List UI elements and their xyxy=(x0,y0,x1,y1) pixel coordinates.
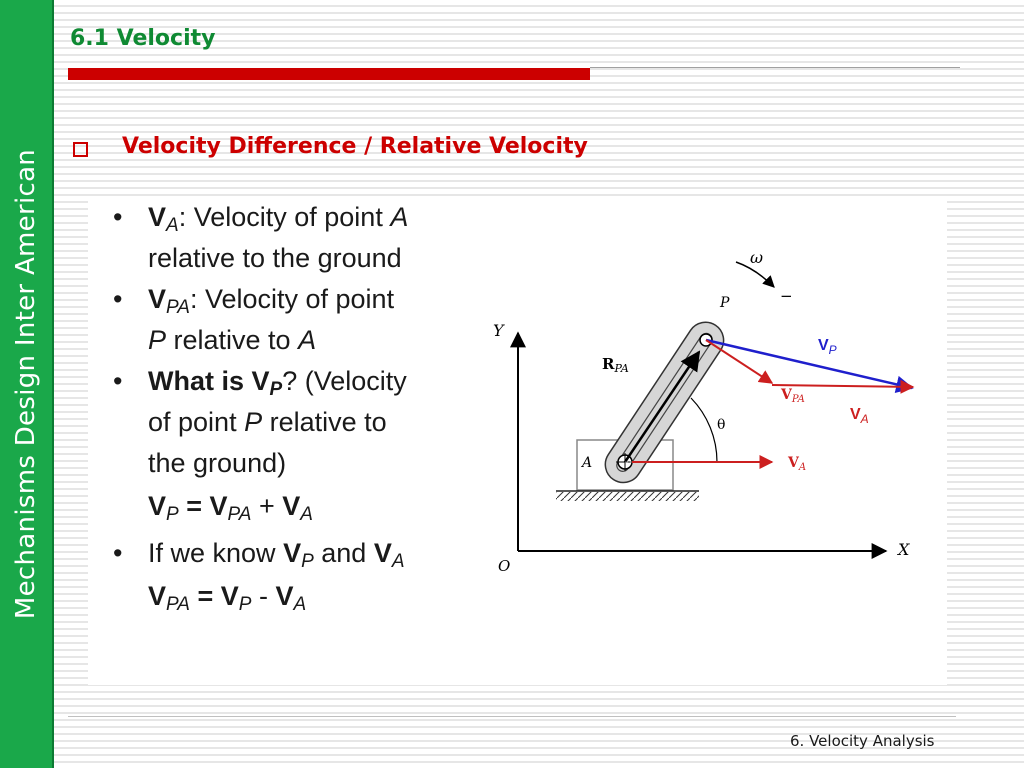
bullet-dot-icon: • xyxy=(113,366,123,396)
va-label-translated: $V_A$ xyxy=(850,406,869,426)
square-bullet-icon xyxy=(73,142,88,157)
bullet-vpa: • $V_{PA}$: Velocity of point P relative to A xyxy=(88,279,488,361)
sidebar-title: Mechanisms Design Inter American xyxy=(11,148,41,620)
section-heading: Velocity Difference / Relative Velocity xyxy=(122,134,588,159)
equation-vpa: $V_{PA} = V_P - V_A$ xyxy=(148,581,307,615)
footer-text: 6. Velocity Analysis xyxy=(790,732,935,750)
bullet-dot-icon: • xyxy=(113,202,123,232)
r-pa-vector xyxy=(625,352,699,462)
theta-arc xyxy=(691,398,717,462)
vp-vector xyxy=(706,340,912,388)
bullet-va: • $V_A$: Velocity of point A relative to the ground xyxy=(88,197,488,279)
omega-label: ω xyxy=(750,248,764,267)
slide-title: 6.1 Velocity xyxy=(70,26,216,51)
bullet-what-is-vp: • What is $V_P$? (Velocity of point P relative to the ground) xyxy=(88,361,488,484)
point-p-label: P xyxy=(720,295,730,311)
origin-label: O xyxy=(498,557,511,575)
theta-label: θ xyxy=(717,417,726,433)
bullet-dot-icon: • xyxy=(113,284,123,314)
velocity-diagram xyxy=(88,197,947,685)
sidebar xyxy=(0,0,54,768)
equation-vp: $V_P = V_{PA} + V_A$ xyxy=(148,491,313,525)
vpa-label: $V_{PA}$ xyxy=(781,387,805,405)
title-underline-bar xyxy=(68,68,590,80)
bullet-if-we-know: • If we know $V_P$ and $V_A$ xyxy=(88,533,488,574)
omega-sign: − xyxy=(780,287,793,305)
vp-label: $V_P$ xyxy=(818,337,837,357)
footer-rule xyxy=(68,716,956,717)
x-axis-label: X xyxy=(898,540,910,559)
ground-hatching xyxy=(556,492,699,501)
va-label: $V_A$ xyxy=(788,455,807,473)
content-image-panel xyxy=(88,197,947,685)
r-pa-label: $R_{PA}$ xyxy=(602,355,629,375)
bullet-dot-icon: • xyxy=(113,538,123,568)
va-vector-translated xyxy=(772,385,913,387)
point-a-label: A xyxy=(582,455,593,471)
title-underline-rule xyxy=(590,67,960,68)
y-axis-label: Y xyxy=(493,321,504,340)
